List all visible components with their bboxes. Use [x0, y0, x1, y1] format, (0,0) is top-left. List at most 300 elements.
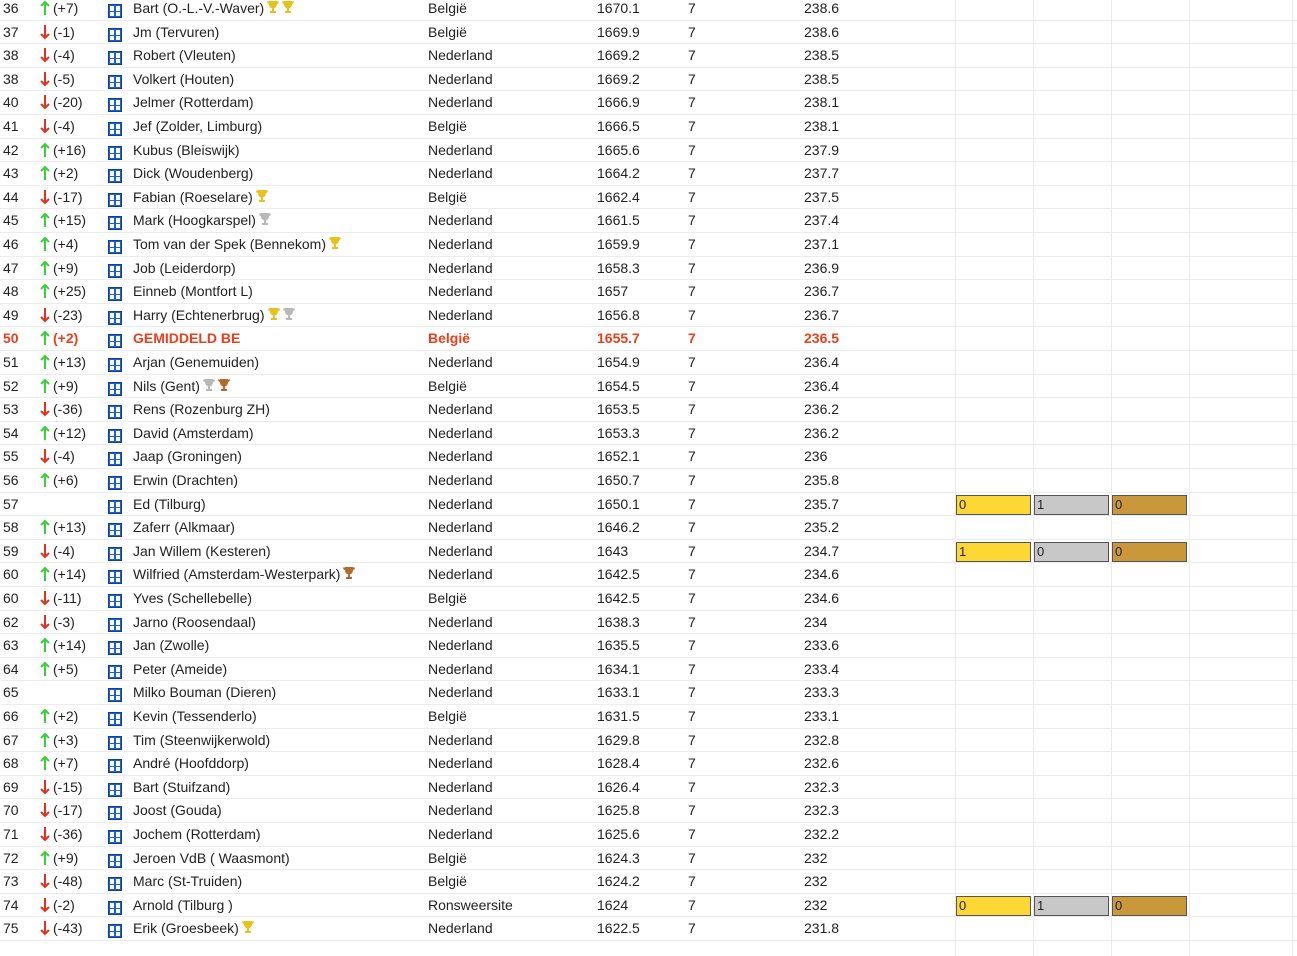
- player-name-cell[interactable]: [133, 0, 294, 16]
- arrow-down-icon: [40, 118, 50, 134]
- player-name[interactable]: Einneb (Montfort L): [133, 283, 253, 300]
- player-name-cell[interactable]: [133, 448, 242, 464]
- player-name[interactable]: Peter (Ameide): [133, 660, 228, 677]
- player-name[interactable]: Bart (Stuifzand): [133, 778, 231, 795]
- profile-icon[interactable]: [108, 4, 122, 18]
- movement-cell: [40, 401, 83, 417]
- profile-link[interactable]: [108, 264, 122, 281]
- player-name[interactable]: Jeroen VdB ( Waasmont): [133, 849, 290, 866]
- profile-link[interactable]: [108, 877, 122, 894]
- average-cell: 237.9: [804, 141, 840, 158]
- profile-link[interactable]: [108, 901, 122, 918]
- player-name[interactable]: Fabian (Roeselare): [133, 188, 253, 205]
- profile-icon[interactable]: [108, 570, 122, 584]
- profile-link[interactable]: [108, 570, 122, 587]
- profile-icon[interactable]: [108, 405, 122, 419]
- player-name-cell[interactable]: [133, 71, 234, 87]
- average-cell: 236.5: [804, 330, 840, 347]
- arrow-down-icon: [40, 24, 50, 40]
- player-name[interactable]: GEMIDDELD BE: [133, 330, 241, 347]
- player-name[interactable]: Zaferr (Alkmaar): [133, 519, 235, 536]
- movement-text: (-48): [53, 873, 83, 890]
- player-name[interactable]: Jochem (Rotterdam): [133, 826, 261, 842]
- table-row: [0, 91, 1297, 115]
- player-name[interactable]: Erwin (Drachten): [133, 472, 239, 488]
- player-name-cell[interactable]: [133, 142, 240, 158]
- games-cell: 7: [688, 0, 696, 16]
- player-name[interactable]: Jan Willem (Kesteren): [133, 542, 271, 559]
- games-cell: 7: [688, 731, 696, 748]
- country-cell: Nederland: [428, 826, 493, 842]
- arrow-up-icon: [40, 142, 50, 158]
- profile-link[interactable]: [108, 405, 122, 422]
- player-name[interactable]: Erik (Groesbeek): [133, 920, 239, 937]
- player-name[interactable]: Job (Leiderdorp): [133, 259, 236, 276]
- profile-link[interactable]: [108, 122, 122, 139]
- country-cell: België: [428, 873, 467, 890]
- profile-link[interactable]: [108, 924, 122, 941]
- profile-icon[interactable]: [108, 476, 122, 490]
- player-name[interactable]: Jarno (Roosendaal): [133, 613, 256, 630]
- player-name[interactable]: Kubus (Bleiswijk): [133, 141, 240, 158]
- profile-link[interactable]: [108, 240, 122, 257]
- rank-cell: 38: [3, 70, 19, 87]
- movement-text: (-23): [53, 306, 83, 323]
- player-name-cell[interactable]: [133, 47, 236, 63]
- profile-icon[interactable]: [108, 382, 122, 396]
- column-divider: [1292, 0, 1293, 956]
- profile-icon[interactable]: [108, 169, 122, 183]
- movement-cell: [40, 779, 83, 795]
- movement-cell: [40, 330, 78, 346]
- player-name-cell[interactable]: [133, 118, 262, 134]
- profile-icon[interactable]: [108, 854, 122, 868]
- player-name[interactable]: Jaap (Groningen): [133, 448, 242, 465]
- games-cell: 7: [688, 708, 696, 724]
- player-name-cell[interactable]: [133, 897, 233, 913]
- player-name-cell[interactable]: [133, 24, 219, 40]
- arrow-up-icon: [40, 472, 50, 488]
- profile-icon[interactable]: [108, 311, 122, 325]
- country-cell: Nederland: [428, 306, 493, 323]
- profile-link[interactable]: [108, 4, 122, 21]
- column-divider: [1189, 0, 1190, 956]
- profile-icon[interactable]: [108, 830, 122, 844]
- movement-cell: [40, 142, 86, 158]
- player-name[interactable]: Jm (Tervuren): [133, 23, 220, 40]
- score-cell: 1662.4: [597, 188, 640, 205]
- gold-trophy-icon: [242, 920, 254, 934]
- table-row: [0, 21, 1297, 45]
- player-name-cell[interactable]: [133, 614, 256, 630]
- profile-link[interactable]: [108, 500, 122, 517]
- profile-link[interactable]: [108, 452, 122, 469]
- player-name-cell[interactable]: [133, 779, 230, 795]
- profile-link[interactable]: [108, 334, 122, 351]
- player-name-cell[interactable]: [133, 732, 270, 748]
- movement-text: (-4): [53, 47, 75, 64]
- arrow-down-icon: [40, 920, 50, 936]
- profile-icon[interactable]: [108, 877, 122, 891]
- arrow-up-icon: [40, 755, 50, 771]
- average-cell: 233.3: [804, 684, 840, 701]
- player-name[interactable]: Marc (St-Truiden): [133, 873, 243, 890]
- rank-cell: 74: [3, 896, 19, 913]
- player-name-cell[interactable]: [133, 543, 271, 559]
- profile-icon[interactable]: [108, 712, 122, 726]
- profile-icon[interactable]: [108, 736, 122, 750]
- profile-link[interactable]: [108, 688, 122, 705]
- player-name-cell[interactable]: [133, 755, 249, 771]
- games-cell: 7: [688, 70, 696, 87]
- profile-link[interactable]: [108, 429, 122, 446]
- movement-text: (-5): [53, 70, 75, 87]
- rank-cell: 46: [3, 236, 19, 252]
- player-name[interactable]: Nils (Gent): [133, 377, 200, 394]
- movement-text: (-36): [53, 401, 83, 418]
- average-cell: 238.6: [804, 23, 840, 40]
- country-cell: Nederland: [428, 566, 493, 583]
- games-cell: 7: [688, 354, 696, 370]
- table-row: [0, 823, 1297, 847]
- profile-icon[interactable]: [108, 122, 122, 136]
- profile-link[interactable]: [108, 358, 122, 375]
- movement-text: (+15): [53, 212, 87, 229]
- movement-cell: [40, 566, 86, 582]
- player-name-cell[interactable]: [133, 590, 252, 606]
- player-name-cell[interactable]: [133, 496, 206, 512]
- rank-cell: 55: [3, 448, 19, 465]
- player-name-cell[interactable]: [133, 802, 222, 818]
- arrow-down-icon: [40, 47, 50, 63]
- arrow-up-icon: [40, 0, 50, 16]
- country-cell: Ronsweersite: [428, 896, 513, 913]
- profile-icon[interactable]: [108, 216, 122, 230]
- games-cell: 7: [688, 660, 696, 677]
- player-name[interactable]: Bart (O.-L.-V.-Waver): [133, 0, 265, 16]
- player-name-cell[interactable]: [133, 684, 276, 700]
- player-name[interactable]: André (Hoofddorp): [133, 755, 249, 772]
- arrow-up-icon: [40, 637, 50, 653]
- player-name-cell[interactable]: [133, 212, 271, 228]
- games-cell: 7: [688, 94, 696, 111]
- profile-icon[interactable]: [108, 759, 122, 773]
- profile-link[interactable]: [108, 783, 122, 800]
- profile-icon[interactable]: [108, 28, 122, 42]
- profile-icon[interactable]: [108, 452, 122, 466]
- player-name-cell[interactable]: [133, 425, 254, 441]
- arrow-down-icon: [40, 543, 50, 559]
- movement-text: (+6): [53, 472, 79, 488]
- player-name-cell[interactable]: [133, 165, 253, 181]
- column-divider: [955, 0, 956, 956]
- profile-link[interactable]: [108, 146, 122, 163]
- player-name-cell[interactable]: [133, 236, 341, 252]
- profile-link[interactable]: [108, 854, 122, 871]
- profile-icon[interactable]: [108, 688, 122, 702]
- player-name-cell[interactable]: [133, 189, 268, 205]
- player-name[interactable]: Rens (Rozenburg ZH): [133, 401, 270, 418]
- player-name[interactable]: Yves (Schellebelle): [133, 590, 253, 606]
- player-name[interactable]: Jef (Zolder, Limburg): [133, 118, 263, 134]
- arrow-down-icon: [40, 448, 50, 464]
- player-name-cell[interactable]: [133, 850, 290, 866]
- player-name[interactable]: Harry (Echtenerbrug): [133, 306, 265, 323]
- average-cell: 231.8: [804, 920, 840, 937]
- profile-icon[interactable]: [108, 98, 122, 112]
- player-name[interactable]: Joost (Gouda): [133, 802, 222, 819]
- player-name[interactable]: Arnold (Tilburg ): [133, 896, 233, 913]
- score-cell: 1658.3: [597, 259, 640, 276]
- table-row: [0, 44, 1297, 68]
- table-row: [0, 634, 1297, 658]
- table-row: [0, 422, 1297, 446]
- table-row: [0, 894, 1297, 918]
- average-cell: 237.4: [804, 212, 840, 229]
- games-cell: 7: [688, 212, 696, 229]
- profile-icon[interactable]: [108, 240, 122, 254]
- profile-icon[interactable]: [108, 193, 122, 207]
- arrow-down-icon: [40, 189, 50, 205]
- player-name[interactable]: Kevin (Tessenderlo): [133, 708, 257, 724]
- games-cell: 7: [688, 590, 696, 606]
- profile-link[interactable]: [108, 736, 122, 753]
- profile-icon[interactable]: [108, 594, 122, 608]
- profile-link[interactable]: [108, 169, 122, 186]
- player-name-cell[interactable]: [133, 920, 254, 936]
- rank-cell: 51: [3, 354, 19, 370]
- movement-cell: [40, 212, 86, 228]
- games-cell: 7: [688, 519, 696, 536]
- score-cell: 1670.1: [597, 0, 640, 16]
- profile-icon[interactable]: [108, 806, 122, 820]
- movement-text: (-4): [53, 448, 75, 465]
- player-name-cell[interactable]: [133, 637, 209, 653]
- profile-icon[interactable]: [108, 264, 122, 278]
- player-name-cell[interactable]: [133, 873, 242, 889]
- profile-link[interactable]: [108, 665, 122, 682]
- table-row: [0, 870, 1297, 894]
- score-cell: 1652.1: [597, 448, 640, 465]
- average-cell: 235.2: [804, 519, 840, 536]
- country-cell: Nederland: [428, 212, 493, 229]
- table-row: [0, 139, 1297, 163]
- profile-icon[interactable]: [108, 429, 122, 443]
- player-name[interactable]: Arjan (Genemuiden): [133, 354, 260, 370]
- table-row: [0, 540, 1297, 564]
- player-name[interactable]: Dick (Woudenberg): [133, 165, 254, 182]
- column-divider: [1111, 0, 1112, 956]
- score-cell: 1635.5: [597, 637, 640, 654]
- table-row: [0, 209, 1297, 233]
- table-row: [0, 327, 1297, 351]
- average-cell: 232.3: [804, 802, 840, 819]
- profile-link[interactable]: [108, 476, 122, 493]
- score-cell: 1657: [597, 283, 629, 300]
- silver-trophy-icon: [203, 378, 215, 392]
- country-cell: Nederland: [428, 802, 493, 819]
- profile-link[interactable]: [108, 618, 122, 635]
- movement-cell: [40, 47, 75, 63]
- profile-icon[interactable]: [108, 618, 122, 632]
- player-name-cell[interactable]: [133, 826, 261, 842]
- score-cell: 1638.3: [597, 613, 640, 630]
- country-cell: Nederland: [428, 448, 493, 465]
- profile-icon[interactable]: [108, 146, 122, 160]
- games-cell: 7: [688, 47, 696, 64]
- movement-cell: [40, 189, 83, 205]
- profile-icon[interactable]: [108, 500, 122, 514]
- average-cell: 237.1: [804, 236, 840, 252]
- movement-text: (+4): [53, 236, 79, 252]
- profile-icon[interactable]: [108, 334, 122, 348]
- profile-icon[interactable]: [108, 523, 122, 537]
- movement-cell: [40, 236, 78, 252]
- arrow-down-icon: [40, 897, 50, 913]
- rank-cell: 62: [3, 613, 19, 630]
- profile-link[interactable]: [108, 51, 122, 68]
- player-name-cell[interactable]: [133, 401, 270, 417]
- bronze-trophy-icon: [218, 378, 230, 392]
- table-row: [0, 729, 1297, 753]
- games-cell: 7: [688, 330, 696, 347]
- table-row: [0, 0, 1297, 21]
- games-cell: 7: [688, 377, 696, 394]
- movement-cell: [40, 0, 78, 16]
- player-name-cell[interactable]: [133, 661, 227, 677]
- profile-icon[interactable]: [108, 358, 122, 372]
- rank-cell: 59: [3, 542, 19, 559]
- profile-icon[interactable]: [108, 901, 122, 915]
- bronze-count: 0: [1112, 896, 1187, 916]
- games-cell: 7: [688, 188, 696, 205]
- profile-link[interactable]: [108, 712, 122, 729]
- movement-cell: [40, 260, 78, 276]
- profile-icon[interactable]: [108, 783, 122, 797]
- profile-link[interactable]: [108, 382, 122, 399]
- average-cell: 238.5: [804, 47, 840, 64]
- profile-link[interactable]: [108, 806, 122, 823]
- games-cell: 7: [688, 424, 696, 441]
- player-name[interactable]: Jan (Zwolle): [133, 637, 210, 654]
- profile-link[interactable]: [108, 523, 122, 540]
- player-name-cell[interactable]: [133, 708, 257, 724]
- profile-link[interactable]: [108, 641, 122, 658]
- score-cell: 1650.1: [597, 495, 640, 512]
- score-cell: 1624.3: [597, 849, 640, 866]
- column-divider: [1033, 0, 1034, 956]
- player-name[interactable]: Mark (Hoogkarspel): [133, 212, 256, 229]
- movement-cell: [40, 661, 78, 677]
- movement-text: (+12): [53, 424, 87, 441]
- player-name-cell[interactable]: [133, 566, 355, 582]
- rank-cell: 45: [3, 212, 19, 229]
- movement-cell: [40, 378, 78, 394]
- table-row: [0, 587, 1297, 611]
- player-name[interactable]: Tim (Steenwijkerwold): [133, 731, 271, 748]
- country-cell: Nederland: [428, 165, 493, 182]
- score-cell: 1634.1: [597, 660, 640, 677]
- score-cell: 1625.6: [597, 826, 640, 842]
- profile-icon[interactable]: [108, 665, 122, 679]
- profile-link[interactable]: [108, 830, 122, 847]
- player-name[interactable]: Tom van der Spek (Bennekom): [133, 236, 326, 252]
- player-name-cell[interactable]: [133, 330, 240, 346]
- profile-link[interactable]: [108, 75, 122, 92]
- country-cell: België: [428, 708, 467, 724]
- rank-cell: 57: [3, 495, 19, 512]
- profile-icon[interactable]: [108, 924, 122, 938]
- player-name-cell[interactable]: [133, 354, 259, 370]
- player-name[interactable]: David (Amsterdam): [133, 424, 254, 441]
- country-cell: België: [428, 23, 467, 40]
- games-cell: 7: [688, 495, 696, 512]
- average-cell: 238.6: [804, 0, 840, 16]
- profile-link[interactable]: [108, 98, 122, 115]
- country-cell: Nederland: [428, 755, 493, 772]
- player-name-cell[interactable]: [133, 260, 236, 276]
- movement-cell: [40, 708, 78, 724]
- table-row: [0, 752, 1297, 776]
- profile-link[interactable]: [108, 28, 122, 45]
- movement-cell: [40, 283, 86, 299]
- player-name[interactable]: Wilfried (Amsterdam-Westerpark): [133, 566, 341, 583]
- profile-icon[interactable]: [108, 547, 122, 561]
- player-name-cell[interactable]: [133, 283, 253, 299]
- player-name[interactable]: Jelmer (Rotterdam): [133, 94, 254, 111]
- country-cell: België: [428, 330, 471, 347]
- profile-icon[interactable]: [108, 75, 122, 89]
- score-cell: 1653.5: [597, 401, 640, 418]
- player-name[interactable]: Volkert (Houten): [133, 70, 235, 87]
- games-cell: 7: [688, 472, 696, 488]
- player-name-cell[interactable]: [133, 472, 238, 488]
- average-cell: 232.3: [804, 778, 840, 795]
- score-cell: 1654.9: [597, 354, 640, 370]
- player-name[interactable]: Milko Bouman (Dieren): [133, 684, 277, 701]
- profile-link[interactable]: [108, 594, 122, 611]
- average-cell: 237.7: [804, 165, 840, 182]
- profile-link[interactable]: [108, 547, 122, 564]
- games-cell: 7: [688, 141, 696, 158]
- games-cell: 7: [688, 236, 696, 252]
- player-name-cell[interactable]: [133, 378, 230, 394]
- profile-link[interactable]: [108, 216, 122, 233]
- bronze-count: 0: [1112, 495, 1187, 515]
- profile-icon[interactable]: [108, 51, 122, 65]
- movement-cell: [40, 94, 83, 110]
- player-name[interactable]: Ed (Tilburg): [133, 495, 206, 512]
- arrow-down-icon: [40, 401, 50, 417]
- profile-icon[interactable]: [108, 641, 122, 655]
- table-row: [0, 917, 1297, 941]
- score-cell: 1669.2: [597, 70, 640, 87]
- profile-icon[interactable]: [108, 287, 122, 301]
- player-name-cell[interactable]: [133, 307, 295, 323]
- arrow-up-icon: [40, 354, 50, 370]
- player-name-cell[interactable]: [133, 94, 254, 110]
- gold-trophy-icon: [256, 189, 268, 203]
- profile-link[interactable]: [108, 287, 122, 304]
- player-name-cell[interactable]: [133, 519, 235, 535]
- profile-link[interactable]: [108, 193, 122, 210]
- games-cell: 7: [688, 283, 696, 300]
- games-cell: 7: [688, 873, 696, 890]
- profile-link[interactable]: [108, 759, 122, 776]
- profile-link[interactable]: [108, 311, 122, 328]
- player-name[interactable]: Robert (Vleuten): [133, 47, 236, 64]
- games-cell: 7: [688, 613, 696, 630]
